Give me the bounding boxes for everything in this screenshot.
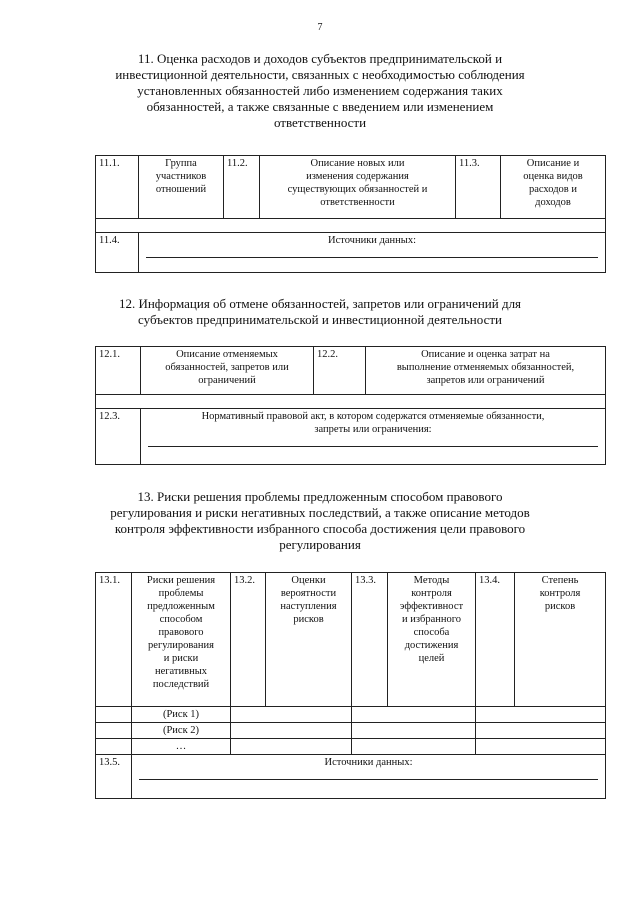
cell-line: запретов или ограничений (426, 375, 545, 386)
cell-12-3-desc (141, 409, 606, 465)
cell-11-3-num: 11.3. (456, 156, 501, 219)
spacer-row (96, 219, 606, 233)
cell-line: способом (159, 614, 203, 625)
cell-line: расходов и (528, 184, 578, 195)
blank-cell (352, 739, 476, 755)
page-number: 7 (317, 22, 323, 33)
cell-line: Группа (165, 158, 197, 169)
cell-line: оценка видов (523, 171, 583, 182)
blank-cell (231, 707, 352, 723)
cell-line: рисков (293, 614, 324, 625)
blank-cell (231, 739, 352, 755)
cell-11-3-desc (501, 156, 606, 219)
cell-line: обязанностей, запретов или (165, 362, 289, 373)
cell-11-2-num: 11.2. (224, 156, 260, 219)
cell-line: предложенным (147, 601, 215, 612)
risk-1: (Риск 1) (132, 707, 231, 723)
risk-ellipsis: … (132, 739, 231, 755)
heading-line: 12. Информация об отмене обязанностей, запретов или ограничений для (118, 296, 522, 311)
cell-line: Нормативный правовой акт, в котором содержатся отменяемые обязанности, (201, 411, 545, 422)
cell-13-1-desc (132, 573, 231, 707)
cell-line: Описание и оценка затрат на (421, 349, 550, 360)
blank-cell (96, 723, 132, 739)
cell-line: и риски (163, 653, 199, 664)
blank-cell (476, 723, 606, 739)
heading-line: установленных обязанностей либо изменением содержания таких (137, 83, 503, 98)
risk-2: (Риск 2) (132, 723, 231, 739)
cell-line: ответственности (320, 197, 395, 208)
cell-13-5-num: 13.5. (96, 755, 132, 799)
cell-11-4-num: 11.4. (96, 233, 139, 273)
cell-line: существующих обязанностей и (287, 184, 428, 195)
section-11-heading (80, 51, 560, 131)
cell-line: участников (155, 171, 207, 182)
blank-cell (96, 739, 132, 755)
heading-line: ответственности (273, 115, 367, 130)
cell-line: правового (158, 627, 204, 638)
cell-line: изменения содержания (306, 171, 409, 182)
cell-line: рисков (544, 601, 576, 612)
cell-13-3-num: 13.3. (352, 573, 388, 707)
heading-line: субъектов предпринимательской и инвестиционной деятельности (138, 312, 502, 327)
sources-label: Источники данных: (328, 235, 416, 246)
cell-13-4-num: 13.4. (476, 573, 515, 707)
cell-line: способа (413, 627, 450, 638)
heading-line: регулирования (279, 537, 361, 552)
section-13-heading (70, 489, 570, 553)
heading-line: инвестиционной деятельности, связанных с необходимостью соблюдения (115, 67, 525, 82)
table-12 (95, 346, 606, 465)
cell-line: целей (418, 653, 445, 664)
cell-12-1-num: 12.1. (96, 347, 141, 395)
cell-11-1-desc (139, 156, 224, 219)
cell-line: наступления (280, 601, 337, 612)
heading-line: контроля эффективности избранного способа достижения цели правового (114, 521, 526, 536)
cell-line: доходов (535, 197, 571, 208)
cell-13-3-desc (388, 573, 476, 707)
spacer-row (96, 395, 606, 409)
heading-line: 11. Оценка расходов и доходов субъектов предпринимательской и (137, 51, 503, 66)
cell-12-2-desc (366, 347, 606, 395)
fill-line (139, 769, 598, 780)
cell-line: эффективност (399, 601, 464, 612)
cell-line: и избранного (401, 614, 462, 625)
cell-line: контроля (539, 588, 581, 599)
cell-line: последствий (152, 679, 210, 690)
cell-line: регулирования (148, 640, 214, 651)
cell-line: проблемы (158, 588, 204, 599)
cell-13-5-sources (132, 755, 606, 799)
blank-cell (231, 723, 352, 739)
blank-cell (352, 707, 476, 723)
fill-line (148, 436, 598, 447)
cell-line: Риски решения (146, 575, 216, 586)
blank-cell (96, 707, 132, 723)
blank-cell (476, 739, 606, 755)
cell-12-2-num: 12.2. (314, 347, 366, 395)
cell-11-1-num: 11.1. (96, 156, 139, 219)
cell-line: Оценки (291, 575, 326, 586)
heading-line: регулирования и риски негативных последствий, а также описание методов (110, 505, 530, 520)
cell-line: отношений (155, 184, 207, 195)
cell-line: Описание и (526, 158, 580, 169)
heading-line: 13. Риски решения проблемы предложенным способом правового (137, 489, 503, 504)
cell-13-2-desc (266, 573, 352, 707)
section-12-heading (70, 296, 570, 328)
table-13 (95, 572, 606, 799)
sources-label: Источники данных: (324, 757, 413, 768)
cell-line: Методы (413, 575, 450, 586)
cell-line: Степень (541, 575, 579, 586)
cell-line: запреты или ограничения: (314, 424, 432, 435)
blank-cell (476, 707, 606, 723)
cell-12-1-desc (141, 347, 314, 395)
cell-13-2-num: 13.2. (231, 573, 266, 707)
cell-line: вероятности (280, 588, 337, 599)
cell-line: Описание отменяемых (176, 349, 278, 360)
cell-11-2-desc (260, 156, 456, 219)
cell-line: ограничений (198, 375, 256, 386)
cell-line: негативных (154, 666, 208, 677)
fill-line (146, 247, 598, 258)
cell-line: достижения (404, 640, 459, 651)
cell-11-4-sources (139, 233, 606, 273)
table-11 (95, 155, 606, 273)
heading-line: обязанностей, а также связанные с введением или изменением (146, 99, 494, 114)
cell-13-1-num: 13.1. (96, 573, 132, 707)
cell-line: контроля (411, 588, 452, 599)
cell-line: Описание новых или (310, 158, 405, 169)
cell-12-3-num: 12.3. (96, 409, 141, 465)
cell-13-4-desc (515, 573, 606, 707)
blank-cell (352, 723, 476, 739)
cell-line: выполнение отменяемых обязанностей, (396, 362, 575, 373)
